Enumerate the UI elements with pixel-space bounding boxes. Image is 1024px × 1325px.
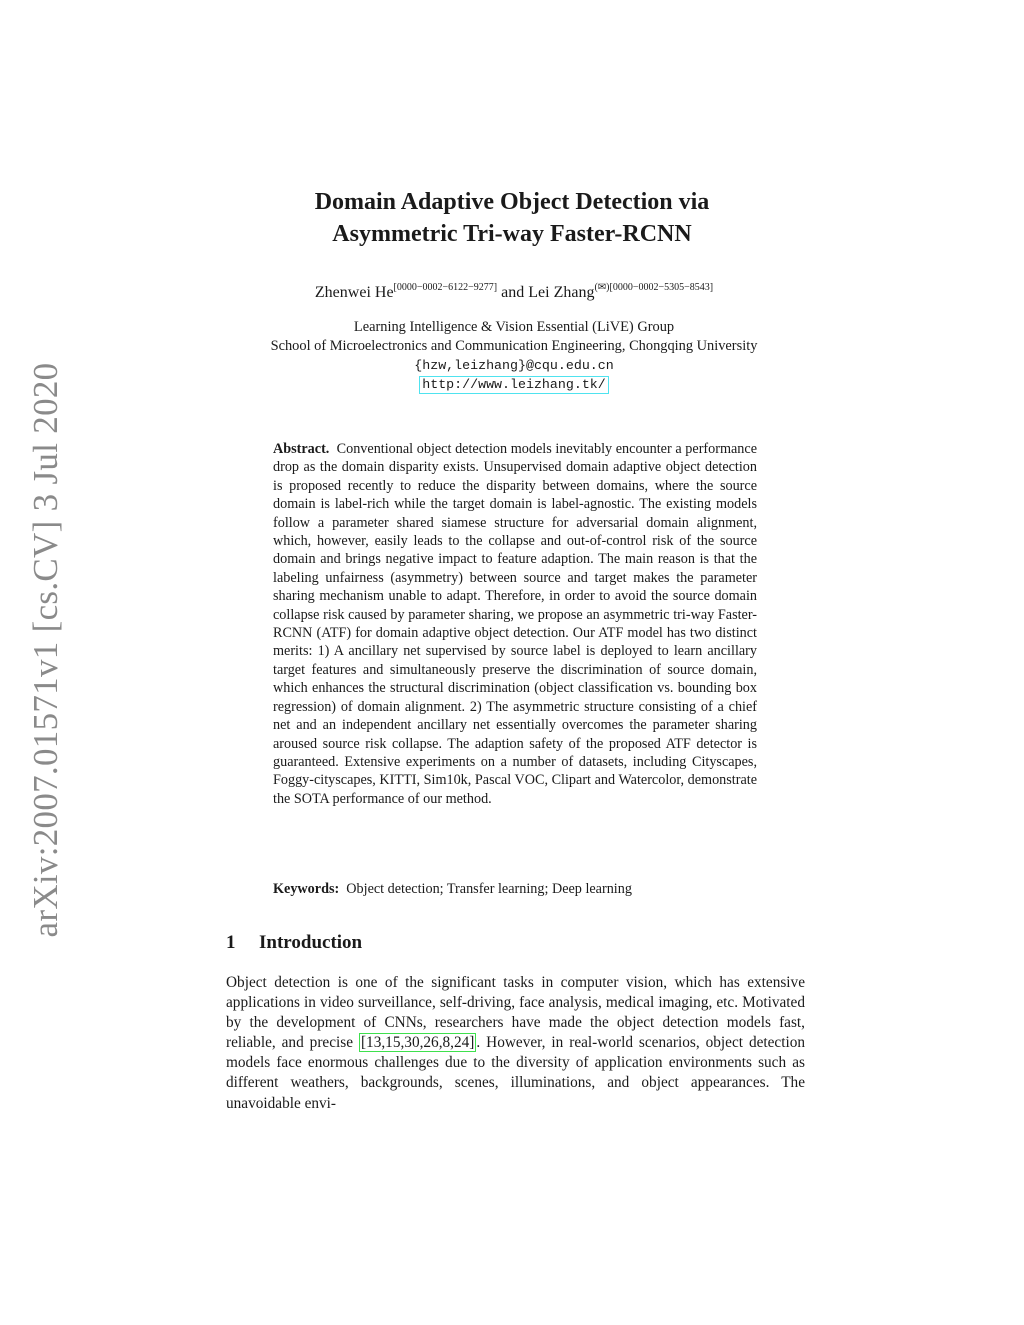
keywords [273,880,757,898]
arxiv-identifier: arXiv:2007.01571v1 [cs.CV] 3 Jul 2020 [26,362,65,938]
intro-paragraph [226,973,805,1114]
intro-text-2: . However, in real-world scenarios, object detection models face enormous challenges due to the diversity of application environments such as different weathers, backgrounds, scenes, illuminations, and object appearances. The unavoidable envi- [226,1034,806,1112]
paper-title [0,186,1024,250]
abstract-label: Abstract. [273,441,330,457]
section-heading [226,932,362,954]
section-number: 1 [226,932,236,953]
section-title: Introduction [259,932,363,953]
abstract [273,440,757,808]
author-conjunction: and [501,284,525,301]
author-list [0,282,1024,304]
intro-text-1: Object detection is one of the significant tasks in computer vision, which has extensive applications in video surveillance, self-driving, face analysis, medical imaging, etc. Motivated by the development of CNNs, researchers have made the object detection models fast, reliable, and precise [226,974,805,1052]
citation-link[interactable]: [13,15,30,26,8,24] [360,1034,475,1052]
abstract-text: Conventional object detection models inevitably encounter a performance drop as the domain disparity exists. Unsupervised domain adaptive object detection is proposed recently to reduce the disparity between domains, where the source domain is label-rich while the target domain is label-agnostic. The existing models follow a parameter shared siamese structure for adversarial domain alignment, which, however, easily leads to the collapse and out-of-control risk of the source domain and brings negative impact to feature adaption. The main reason is that the labeling unfairness (asymmetry) between source and target makes the parameter sharing mechanism unable to adapt. Therefore, in order to avoid the source domain collapse risk caused by parameter sharing, we propose an asymmetric tri-way Faster-RCNN (ATF) for domain adaptive object detection. Our ATF model has two distinct merits: 1) A ancillary net supervised by source label is deployed to learn ancillary target features and simultaneously preserve the discrimination of source domain, which enhances the structural discrimination (object classification vs. bounding box regression) of domain alignment. 2) The asymmetric structure consisting of a chief net and an independent ancillary net essentially overcomes the parameter sharing aroused source risk collapse. The adaption safety of the proposed ATF detector is guaranteed. Extensive experiments on a number of datasets, including Cityscapes, Foggy-cityscapes, KITTI, Sim10k, Pascal VOC, Clipart and Watercolor, demonstrate the SOTA performance of our method. [273,441,757,807]
keywords-text: Object detection; Transfer learning; Deep learning [346,881,632,897]
author-email: {hzw,leizhang}@cqu.edu.cn [414,358,614,373]
keywords-label: Keywords: [273,881,340,897]
affiliation-block [0,318,1024,394]
author-1-orcid: [0000−0002−6122−9277] [393,282,498,293]
title-line-2: Asymmetric Tri-way Faster-RCNN [332,221,692,247]
title-line-1: Domain Adaptive Object Detection via [314,189,710,215]
author-2-name: Lei Zhang [528,284,595,301]
homepage-link[interactable]: http://www.leizhang.tk/ [419,376,609,394]
corresponding-author-mark: (✉) [594,282,610,293]
author-1-name: Zhenwei He [314,284,394,301]
affiliation-group: Learning Intelligence & Vision Essential (LiVE) Group [353,319,675,335]
arxiv-side-stamp [22,362,70,938]
affiliation-school: School of Microelectronics and Communication Engineering, Chongqing University [270,338,758,354]
author-2-orcid: [0000−0002−5305−8543] [609,282,714,293]
